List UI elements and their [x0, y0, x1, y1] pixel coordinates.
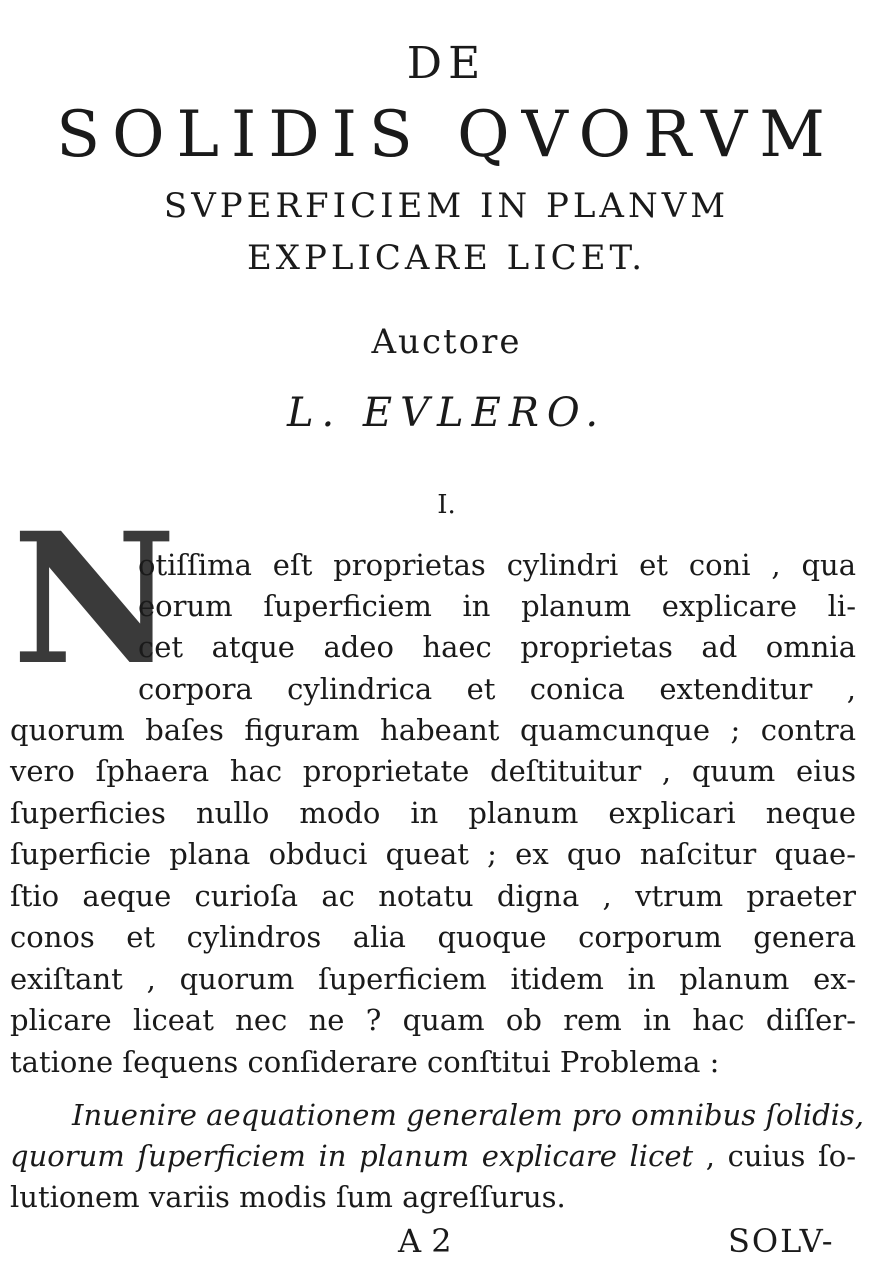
- author-name: L. EVLERO.: [286, 390, 607, 436]
- title-line-explicare: EXPLICARE LICET.: [246, 238, 647, 278]
- problem-roman-part: , cuius ſo-: [693, 1139, 856, 1173]
- problem-italic-part: quorum ſuperficiem in planum explicare licet: [10, 1139, 694, 1173]
- signature-mark: A 2: [398, 1222, 452, 1260]
- body-line: conos et cylindros alia quoque corporum genera: [10, 920, 856, 954]
- body-line: cet atque adeo haec proprietas ad omnia: [138, 630, 856, 664]
- title-line-superficiem: SVPERFICIEM IN PLANVM: [163, 186, 730, 226]
- body-line: vero ſphaera hac proprietate deſtituitur , quum eius: [10, 754, 856, 788]
- drop-cap-initial: N: [12, 494, 177, 705]
- title-line-solidis: SOLIDIS QVORVM: [56, 98, 837, 172]
- body-line: ſuperficies nullo modo in planum explicari neque: [10, 796, 856, 830]
- problem-statement-line: lutionem variis modis ſum agreſſurus.: [10, 1180, 566, 1214]
- auctore-label: Auctore: [371, 322, 522, 362]
- problem-statement-line: Inuenire aequationem generalem pro omnibus ſolidis,: [72, 1098, 865, 1132]
- body-line: otiſſima eſt proprietas cylindri et coni , qua: [138, 548, 856, 582]
- body-line: ſtio aeque curioſa ac notatu digna , vtrum praeter: [10, 879, 856, 913]
- title-line-de: DE: [406, 38, 487, 89]
- body-line: tatione ſequens conſiderare conſtitui Problema :: [10, 1045, 720, 1079]
- body-line: plicare liceat nec ne ? quam ob rem in hac diſſer-: [10, 1003, 856, 1037]
- catchword: SOLV-: [728, 1222, 835, 1260]
- body-line: corpora cylindrica et conica extenditur ,: [138, 672, 856, 706]
- body-line: ſuperficie plana obduci queat ; ex quo naſcitur quae-: [10, 837, 856, 871]
- section-number: I.: [437, 490, 456, 520]
- problem-statement-line: [10, 1135, 856, 1177]
- body-line: eorum ſuperficiem in planum explicare li-: [138, 589, 856, 623]
- body-line: exiſtant , quorum ſuperficiem itidem in planum ex-: [10, 962, 856, 996]
- body-line: quorum baſes figuram habeant quamcunque ; contra: [10, 713, 856, 747]
